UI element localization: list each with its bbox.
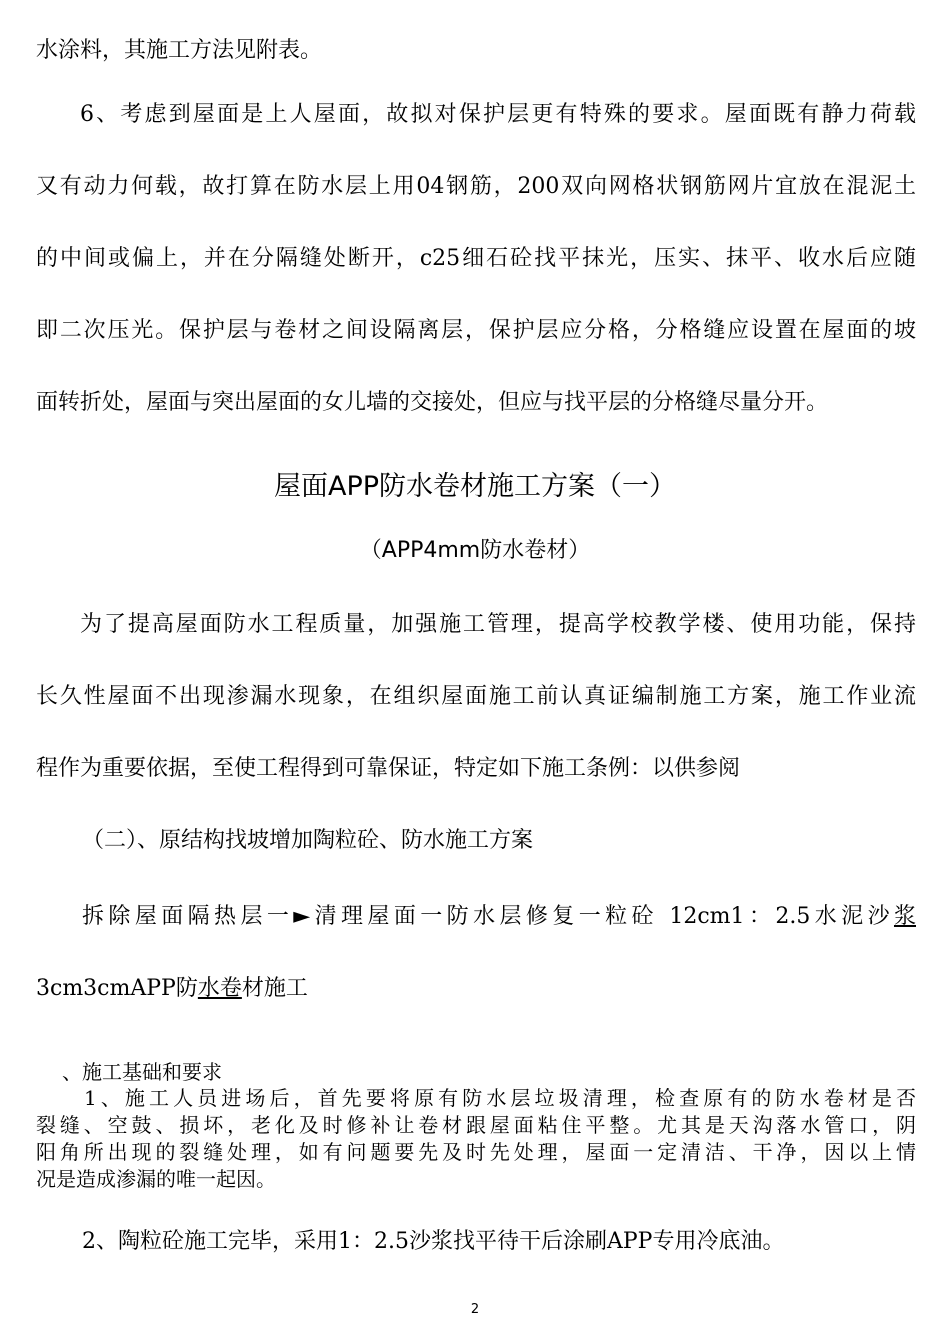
paragraph-line: 裂缝、空鼓、损坏，老化及时修补让卷材跟屋面粘住平整。尤其是天沟落水管口，阴 — [36, 1113, 916, 1137]
flow-line — [82, 902, 916, 932]
document-subtitle: （APP4mm防水卷材） — [359, 538, 591, 563]
section-heading: 、施工基础和要求 — [62, 1060, 222, 1084]
flow-underlined-text: 浆 — [893, 904, 916, 929]
paragraph-line: 又有动力何载，故打算在防水层上用04钢筋，200双向网格状钢筋网片宜放在混泥土 — [36, 174, 916, 199]
page-number: 2 — [470, 1302, 480, 1317]
paragraph-line: 为了提高屋面防水工程质量，加强施工管理，提高学校教学楼、使用功能，保持 — [80, 612, 916, 637]
document-title: 屋面APP防水卷材施工方案（一） — [273, 471, 677, 502]
paragraph-line: 即二次压光。保护层与卷材之间设隔离层，保护层应分格，分格缝应设置在屋面的坡 — [36, 318, 916, 343]
paragraph-line: 长久性屋面不出现渗漏水现象，在组织屋面施工前认真证编制施工方案，施工作业流 — [36, 684, 916, 709]
flow-text: 3cm3cmAPP防 — [36, 976, 198, 1001]
paragraph-line: 水涂料，其施工方法见附表。 — [36, 38, 323, 63]
flow-text: 拆除屋面隔热层一►清理屋面一防水层修复一粒砼 12cm1：2.5水泥沙 — [82, 904, 894, 929]
paragraph-line: 6、考虑到屋面是上人屋面，故拟对保护层更有特殊的要求。屋面既有静力荷载 — [80, 102, 916, 127]
flow-text: 材施工 — [241, 976, 308, 1001]
paragraph-line: 1、施工人员进场后，首先要将原有防水层垃圾清理，检查原有的防水卷材是否 — [84, 1086, 916, 1110]
paragraph-line: 的中间或偏上，并在分隔缝处断开，c25细石砼找平抹光，压实、抹平、收水后应随 — [36, 246, 916, 271]
paragraph-line: 程作为重要依据，至使工程得到可靠保证，特定如下施工条例：以供参阅 — [36, 756, 741, 781]
flow-line — [36, 974, 916, 1004]
paragraph-line: 况是造成渗漏的唯一起因。 — [36, 1167, 276, 1191]
paragraph-line: 面转折处，屋面与突出屋面的女儿墙的交接处，但应与找平层的分格缝尽量分开。 — [36, 390, 829, 415]
flow-underlined-text: 水卷 — [197, 976, 242, 1001]
paragraph-line: 2、陶粒砼施工完毕，采用1：2.5沙浆找平待干后涂刷APP专用冷底油。 — [82, 1229, 785, 1254]
section-heading: （二）、原结构找坡增加陶粒砼、防水施工方案 — [82, 828, 534, 853]
paragraph-line: 阳角所出现的裂缝处理，如有问题要先及时先处理，屋面一定清洁、干净，因以上情 — [36, 1140, 916, 1164]
